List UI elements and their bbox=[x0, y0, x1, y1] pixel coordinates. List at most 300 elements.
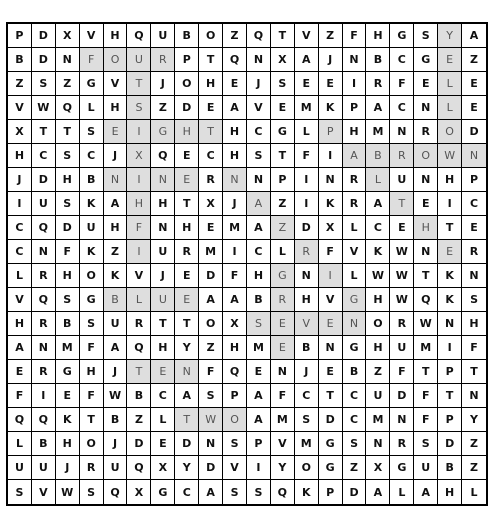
grid-cell[interactable]: O bbox=[80, 264, 104, 288]
grid-cell[interactable]: X bbox=[319, 216, 343, 240]
grid-cell[interactable]: S bbox=[56, 288, 80, 312]
grid-cell[interactable]: R bbox=[32, 312, 56, 336]
grid-cell[interactable]: S bbox=[56, 144, 80, 168]
grid-cell[interactable]: A bbox=[175, 384, 199, 408]
grid-cell[interactable]: D bbox=[295, 216, 319, 240]
grid-cell[interactable]: H bbox=[223, 144, 247, 168]
grid-cell[interactable]: Y bbox=[175, 456, 199, 480]
grid-cell[interactable]: I bbox=[223, 240, 247, 264]
grid-cell[interactable]: N bbox=[295, 264, 319, 288]
grid-cell[interactable]: U bbox=[32, 456, 56, 480]
grid-cell[interactable]: R bbox=[343, 192, 367, 216]
grid-cell[interactable]: T bbox=[151, 312, 175, 336]
grid-cell[interactable]: S bbox=[414, 24, 438, 48]
grid-cell[interactable]: M bbox=[56, 336, 80, 360]
grid-cell[interactable]: G bbox=[319, 456, 343, 480]
grid-cell[interactable]: I bbox=[127, 120, 151, 144]
grid-cell[interactable]: T bbox=[127, 72, 151, 96]
grid-cell[interactable]: P bbox=[223, 384, 247, 408]
grid-cell[interactable]: H bbox=[151, 336, 175, 360]
grid-cell[interactable]: O bbox=[438, 120, 462, 144]
grid-cell[interactable]: L bbox=[8, 432, 32, 456]
grid-cell[interactable]: J bbox=[151, 264, 175, 288]
grid-cell[interactable]: N bbox=[199, 432, 223, 456]
grid-cell[interactable]: T bbox=[175, 312, 199, 336]
grid-cell[interactable]: W bbox=[366, 264, 390, 288]
grid-cell[interactable]: M bbox=[295, 96, 319, 120]
grid-cell[interactable]: J bbox=[56, 456, 80, 480]
grid-cell[interactable]: X bbox=[271, 48, 295, 72]
grid-cell[interactable]: I bbox=[8, 192, 32, 216]
grid-cell[interactable]: L bbox=[80, 96, 104, 120]
grid-cell[interactable]: E bbox=[414, 72, 438, 96]
grid-cell[interactable]: B bbox=[80, 168, 104, 192]
grid-cell[interactable]: B bbox=[8, 48, 32, 72]
grid-cell[interactable]: C bbox=[462, 192, 486, 216]
grid-cell[interactable]: S bbox=[247, 480, 271, 504]
grid-cell[interactable]: A bbox=[247, 384, 271, 408]
grid-cell[interactable]: A bbox=[343, 144, 367, 168]
grid-cell[interactable]: F bbox=[390, 360, 414, 384]
grid-cell[interactable]: F bbox=[295, 144, 319, 168]
grid-cell[interactable]: N bbox=[343, 48, 367, 72]
grid-cell[interactable]: D bbox=[319, 408, 343, 432]
grid-cell[interactable]: C bbox=[295, 384, 319, 408]
grid-cell[interactable]: R bbox=[366, 72, 390, 96]
grid-cell[interactable]: L bbox=[295, 120, 319, 144]
grid-cell[interactable]: P bbox=[175, 48, 199, 72]
grid-cell[interactable]: N bbox=[414, 240, 438, 264]
grid-cell[interactable]: S bbox=[247, 312, 271, 336]
grid-cell[interactable]: G bbox=[80, 72, 104, 96]
grid-cell[interactable]: V bbox=[104, 72, 128, 96]
grid-cell[interactable]: H bbox=[199, 72, 223, 96]
grid-cell[interactable]: N bbox=[175, 360, 199, 384]
grid-cell[interactable]: A bbox=[247, 192, 271, 216]
grid-cell[interactable]: V bbox=[319, 288, 343, 312]
grid-cell[interactable]: V bbox=[271, 432, 295, 456]
grid-cell[interactable]: U bbox=[151, 24, 175, 48]
grid-cell[interactable]: T bbox=[199, 48, 223, 72]
grid-cell[interactable]: X bbox=[8, 120, 32, 144]
grid-cell[interactable]: L bbox=[8, 264, 32, 288]
grid-cell[interactable]: N bbox=[390, 408, 414, 432]
grid-cell[interactable]: J bbox=[223, 192, 247, 216]
grid-cell[interactable]: M bbox=[199, 240, 223, 264]
grid-cell[interactable]: V bbox=[343, 240, 367, 264]
grid-cell[interactable]: N bbox=[366, 432, 390, 456]
grid-cell[interactable]: A bbox=[199, 288, 223, 312]
grid-cell[interactable]: C bbox=[199, 144, 223, 168]
grid-cell[interactable]: C bbox=[32, 144, 56, 168]
grid-cell[interactable]: I bbox=[319, 264, 343, 288]
grid-cell[interactable]: B bbox=[104, 288, 128, 312]
grid-cell[interactable]: U bbox=[366, 384, 390, 408]
grid-cell[interactable]: F bbox=[80, 384, 104, 408]
grid-cell[interactable]: O bbox=[414, 144, 438, 168]
grid-cell[interactable]: A bbox=[223, 288, 247, 312]
grid-cell[interactable]: T bbox=[438, 216, 462, 240]
grid-cell[interactable]: G bbox=[271, 264, 295, 288]
grid-cell[interactable]: O bbox=[295, 456, 319, 480]
grid-cell[interactable]: T bbox=[127, 360, 151, 384]
grid-cell[interactable]: Y bbox=[271, 456, 295, 480]
grid-cell[interactable]: U bbox=[127, 48, 151, 72]
grid-cell[interactable]: E bbox=[175, 264, 199, 288]
grid-cell[interactable]: S bbox=[127, 96, 151, 120]
grid-cell[interactable]: N bbox=[56, 48, 80, 72]
grid-cell[interactable]: N bbox=[151, 216, 175, 240]
grid-cell[interactable]: D bbox=[175, 96, 199, 120]
grid-cell[interactable]: O bbox=[223, 408, 247, 432]
grid-cell[interactable]: Z bbox=[127, 408, 151, 432]
grid-cell[interactable]: B bbox=[175, 24, 199, 48]
grid-cell[interactable]: Y bbox=[462, 408, 486, 432]
grid-cell[interactable]: W bbox=[199, 408, 223, 432]
grid-cell[interactable]: A bbox=[366, 96, 390, 120]
grid-cell[interactable]: Q bbox=[104, 480, 128, 504]
grid-cell[interactable]: E bbox=[271, 336, 295, 360]
grid-cell[interactable]: D bbox=[390, 384, 414, 408]
grid-cell[interactable]: H bbox=[366, 336, 390, 360]
grid-cell[interactable]: E bbox=[151, 360, 175, 384]
grid-cell[interactable]: I bbox=[32, 384, 56, 408]
grid-cell[interactable]: E bbox=[319, 312, 343, 336]
grid-cell[interactable]: T bbox=[271, 24, 295, 48]
grid-cell[interactable]: H bbox=[247, 264, 271, 288]
grid-cell[interactable]: D bbox=[32, 168, 56, 192]
grid-cell[interactable]: G bbox=[271, 120, 295, 144]
grid-cell[interactable]: J bbox=[104, 432, 128, 456]
grid-cell[interactable]: S bbox=[8, 480, 32, 504]
grid-cell[interactable]: A bbox=[462, 24, 486, 48]
grid-cell[interactable]: N bbox=[319, 168, 343, 192]
grid-cell[interactable]: S bbox=[271, 72, 295, 96]
grid-cell[interactable]: M bbox=[414, 336, 438, 360]
grid-cell[interactable]: T bbox=[56, 120, 80, 144]
grid-cell[interactable]: C bbox=[366, 216, 390, 240]
grid-cell[interactable]: Z bbox=[343, 456, 367, 480]
grid-cell[interactable]: M bbox=[247, 336, 271, 360]
grid-cell[interactable]: P bbox=[319, 480, 343, 504]
grid-cell[interactable]: W bbox=[32, 96, 56, 120]
grid-cell[interactable]: D bbox=[343, 480, 367, 504]
grid-cell[interactable]: N bbox=[414, 168, 438, 192]
grid-cell[interactable]: E bbox=[199, 96, 223, 120]
grid-cell[interactable]: P bbox=[247, 432, 271, 456]
grid-cell[interactable]: Q bbox=[8, 408, 32, 432]
grid-cell[interactable]: S bbox=[414, 432, 438, 456]
grid-cell[interactable]: J bbox=[247, 72, 271, 96]
grid-cell[interactable]: K bbox=[80, 192, 104, 216]
grid-cell[interactable]: F bbox=[343, 24, 367, 48]
grid-cell[interactable]: E bbox=[319, 360, 343, 384]
grid-cell[interactable]: G bbox=[343, 336, 367, 360]
grid-cell[interactable]: D bbox=[32, 24, 56, 48]
grid-cell[interactable]: F bbox=[462, 336, 486, 360]
grid-cell[interactable]: R bbox=[390, 432, 414, 456]
grid-cell[interactable]: H bbox=[295, 288, 319, 312]
grid-cell[interactable]: X bbox=[127, 480, 151, 504]
grid-cell[interactable]: E bbox=[56, 384, 80, 408]
grid-cell[interactable]: U bbox=[104, 312, 128, 336]
grid-cell[interactable]: K bbox=[295, 480, 319, 504]
grid-cell[interactable]: M bbox=[366, 408, 390, 432]
grid-cell[interactable]: W bbox=[104, 384, 128, 408]
grid-cell[interactable]: U bbox=[390, 336, 414, 360]
grid-cell[interactable]: X bbox=[366, 456, 390, 480]
grid-cell[interactable]: H bbox=[462, 312, 486, 336]
grid-cell[interactable]: E bbox=[438, 48, 462, 72]
grid-cell[interactable]: Z bbox=[366, 360, 390, 384]
grid-cell[interactable]: Z bbox=[462, 456, 486, 480]
grid-cell[interactable]: A bbox=[366, 480, 390, 504]
grid-cell[interactable]: R bbox=[32, 264, 56, 288]
grid-cell[interactable]: A bbox=[295, 48, 319, 72]
grid-cell[interactable]: X bbox=[199, 192, 223, 216]
grid-cell[interactable]: L bbox=[127, 288, 151, 312]
grid-cell[interactable]: P bbox=[462, 168, 486, 192]
grid-cell[interactable]: H bbox=[438, 480, 462, 504]
grid-cell[interactable]: L bbox=[271, 240, 295, 264]
grid-cell[interactable]: L bbox=[343, 216, 367, 240]
grid-cell[interactable]: X bbox=[223, 312, 247, 336]
grid-cell[interactable]: A bbox=[199, 480, 223, 504]
grid-cell[interactable]: H bbox=[223, 336, 247, 360]
grid-cell[interactable]: Q bbox=[414, 288, 438, 312]
grid-cell[interactable]: F bbox=[414, 384, 438, 408]
grid-cell[interactable]: K bbox=[319, 192, 343, 216]
grid-cell[interactable]: Z bbox=[8, 72, 32, 96]
grid-cell[interactable]: N bbox=[271, 360, 295, 384]
grid-cell[interactable]: X bbox=[127, 144, 151, 168]
grid-cell[interactable]: S bbox=[247, 144, 271, 168]
grid-cell[interactable]: H bbox=[366, 24, 390, 48]
grid-cell[interactable]: T bbox=[80, 408, 104, 432]
grid-cell[interactable]: V bbox=[80, 24, 104, 48]
grid-cell[interactable]: G bbox=[319, 432, 343, 456]
grid-cell[interactable]: U bbox=[8, 456, 32, 480]
grid-cell[interactable]: T bbox=[438, 384, 462, 408]
grid-cell[interactable]: T bbox=[199, 120, 223, 144]
grid-cell[interactable]: H bbox=[366, 288, 390, 312]
grid-cell[interactable]: L bbox=[366, 168, 390, 192]
grid-cell[interactable]: C bbox=[343, 408, 367, 432]
grid-cell[interactable]: P bbox=[271, 168, 295, 192]
grid-cell[interactable]: N bbox=[390, 120, 414, 144]
grid-cell[interactable]: M bbox=[271, 408, 295, 432]
grid-cell[interactable]: N bbox=[319, 336, 343, 360]
grid-cell[interactable]: J bbox=[295, 360, 319, 384]
grid-cell[interactable]: R bbox=[390, 312, 414, 336]
grid-cell[interactable]: A bbox=[247, 216, 271, 240]
grid-cell[interactable]: Q bbox=[223, 360, 247, 384]
grid-cell[interactable]: K bbox=[438, 264, 462, 288]
grid-cell[interactable]: R bbox=[271, 288, 295, 312]
grid-cell[interactable]: F bbox=[127, 216, 151, 240]
grid-cell[interactable]: R bbox=[390, 144, 414, 168]
grid-cell[interactable]: J bbox=[319, 48, 343, 72]
grid-cell[interactable]: I bbox=[343, 72, 367, 96]
grid-cell[interactable]: H bbox=[127, 192, 151, 216]
grid-cell[interactable]: D bbox=[199, 456, 223, 480]
grid-cell[interactable]: R bbox=[199, 168, 223, 192]
grid-cell[interactable]: D bbox=[438, 432, 462, 456]
grid-cell[interactable]: D bbox=[462, 120, 486, 144]
grid-cell[interactable]: D bbox=[175, 432, 199, 456]
grid-cell[interactable]: G bbox=[151, 120, 175, 144]
grid-cell[interactable]: I bbox=[295, 168, 319, 192]
grid-cell[interactable]: Z bbox=[462, 432, 486, 456]
grid-cell[interactable]: H bbox=[175, 216, 199, 240]
grid-cell[interactable]: S bbox=[32, 72, 56, 96]
grid-cell[interactable]: D bbox=[199, 264, 223, 288]
grid-cell[interactable]: T bbox=[319, 384, 343, 408]
grid-cell[interactable]: H bbox=[175, 120, 199, 144]
grid-cell[interactable]: C bbox=[8, 240, 32, 264]
grid-cell[interactable]: S bbox=[80, 480, 104, 504]
grid-cell[interactable]: Q bbox=[271, 480, 295, 504]
grid-cell[interactable]: E bbox=[271, 96, 295, 120]
grid-cell[interactable]: K bbox=[56, 408, 80, 432]
grid-cell[interactable]: U bbox=[151, 288, 175, 312]
grid-cell[interactable]: H bbox=[56, 432, 80, 456]
grid-cell[interactable]: V bbox=[295, 312, 319, 336]
grid-cell[interactable]: J bbox=[104, 144, 128, 168]
grid-cell[interactable]: L bbox=[343, 264, 367, 288]
grid-cell[interactable]: B bbox=[295, 336, 319, 360]
grid-cell[interactable]: O bbox=[199, 24, 223, 48]
grid-cell[interactable]: N bbox=[104, 168, 128, 192]
grid-cell[interactable]: E bbox=[199, 216, 223, 240]
grid-cell[interactable]: F bbox=[414, 408, 438, 432]
grid-cell[interactable]: C bbox=[390, 48, 414, 72]
grid-cell[interactable]: E bbox=[462, 216, 486, 240]
grid-cell[interactable]: U bbox=[414, 456, 438, 480]
grid-cell[interactable]: N bbox=[462, 144, 486, 168]
grid-cell[interactable]: N bbox=[32, 336, 56, 360]
grid-cell[interactable]: Z bbox=[223, 24, 247, 48]
grid-cell[interactable]: E bbox=[295, 72, 319, 96]
grid-cell[interactable]: Q bbox=[32, 216, 56, 240]
grid-cell[interactable]: P bbox=[8, 24, 32, 48]
grid-cell[interactable]: K bbox=[80, 240, 104, 264]
grid-cell[interactable]: C bbox=[8, 216, 32, 240]
grid-cell[interactable]: L bbox=[438, 72, 462, 96]
grid-cell[interactable]: U bbox=[390, 168, 414, 192]
grid-cell[interactable]: I bbox=[295, 192, 319, 216]
grid-cell[interactable]: E bbox=[175, 144, 199, 168]
grid-cell[interactable]: F bbox=[56, 240, 80, 264]
grid-cell[interactable]: H bbox=[80, 360, 104, 384]
grid-cell[interactable]: W bbox=[390, 240, 414, 264]
grid-cell[interactable]: E bbox=[462, 72, 486, 96]
grid-cell[interactable]: T bbox=[414, 264, 438, 288]
grid-cell[interactable]: Z bbox=[151, 96, 175, 120]
grid-cell[interactable]: K bbox=[366, 240, 390, 264]
grid-cell[interactable]: U bbox=[32, 192, 56, 216]
grid-cell[interactable]: Z bbox=[319, 24, 343, 48]
grid-cell[interactable]: C bbox=[151, 384, 175, 408]
grid-cell[interactable]: A bbox=[104, 336, 128, 360]
grid-cell[interactable]: C bbox=[390, 96, 414, 120]
grid-cell[interactable]: W bbox=[438, 144, 462, 168]
grid-cell[interactable]: C bbox=[247, 120, 271, 144]
grid-cell[interactable]: O bbox=[366, 312, 390, 336]
grid-cell[interactable]: A bbox=[104, 192, 128, 216]
grid-cell[interactable]: E bbox=[8, 360, 32, 384]
grid-cell[interactable]: M bbox=[366, 120, 390, 144]
grid-cell[interactable]: N bbox=[223, 168, 247, 192]
grid-cell[interactable]: I bbox=[247, 456, 271, 480]
grid-cell[interactable]: U bbox=[80, 216, 104, 240]
grid-cell[interactable]: N bbox=[343, 312, 367, 336]
grid-cell[interactable]: F bbox=[8, 384, 32, 408]
grid-cell[interactable]: T bbox=[390, 192, 414, 216]
grid-cell[interactable]: Q bbox=[127, 336, 151, 360]
grid-cell[interactable]: K bbox=[104, 264, 128, 288]
grid-cell[interactable]: B bbox=[56, 312, 80, 336]
grid-cell[interactable]: R bbox=[80, 456, 104, 480]
grid-cell[interactable]: S bbox=[56, 192, 80, 216]
grid-cell[interactable]: G bbox=[390, 24, 414, 48]
grid-cell[interactable]: H bbox=[223, 120, 247, 144]
grid-cell[interactable]: Z bbox=[462, 48, 486, 72]
grid-cell[interactable]: E bbox=[151, 432, 175, 456]
grid-cell[interactable]: O bbox=[175, 72, 199, 96]
grid-cell[interactable]: S bbox=[343, 432, 367, 456]
grid-cell[interactable]: R bbox=[127, 312, 151, 336]
grid-cell[interactable]: Q bbox=[32, 408, 56, 432]
grid-cell[interactable]: H bbox=[8, 144, 32, 168]
grid-cell[interactable]: S bbox=[462, 288, 486, 312]
grid-cell[interactable]: W bbox=[56, 480, 80, 504]
grid-cell[interactable]: I bbox=[438, 192, 462, 216]
grid-cell[interactable]: H bbox=[56, 264, 80, 288]
grid-cell[interactable]: B bbox=[366, 48, 390, 72]
grid-cell[interactable]: O bbox=[104, 48, 128, 72]
grid-cell[interactable]: H bbox=[343, 120, 367, 144]
grid-cell[interactable]: N bbox=[32, 240, 56, 264]
grid-cell[interactable]: Q bbox=[127, 456, 151, 480]
grid-cell[interactable]: H bbox=[438, 168, 462, 192]
grid-cell[interactable]: V bbox=[127, 264, 151, 288]
grid-cell[interactable]: F bbox=[390, 72, 414, 96]
grid-cell[interactable]: C bbox=[80, 144, 104, 168]
grid-cell[interactable]: H bbox=[414, 216, 438, 240]
grid-cell[interactable]: T bbox=[414, 360, 438, 384]
grid-cell[interactable]: V bbox=[8, 288, 32, 312]
grid-cell[interactable]: Z bbox=[271, 192, 295, 216]
grid-cell[interactable]: N bbox=[462, 384, 486, 408]
grid-cell[interactable]: A bbox=[247, 408, 271, 432]
grid-cell[interactable]: A bbox=[414, 480, 438, 504]
grid-cell[interactable]: Y bbox=[175, 336, 199, 360]
grid-cell[interactable]: Y bbox=[438, 24, 462, 48]
grid-cell[interactable]: G bbox=[390, 456, 414, 480]
grid-cell[interactable]: O bbox=[80, 432, 104, 456]
grid-cell[interactable]: B bbox=[127, 384, 151, 408]
grid-cell[interactable]: W bbox=[390, 288, 414, 312]
grid-cell[interactable]: E bbox=[175, 288, 199, 312]
grid-cell[interactable]: E bbox=[175, 168, 199, 192]
grid-cell[interactable]: L bbox=[151, 408, 175, 432]
grid-cell[interactable]: C bbox=[247, 240, 271, 264]
grid-cell[interactable]: T bbox=[32, 120, 56, 144]
grid-cell[interactable]: F bbox=[223, 264, 247, 288]
grid-cell[interactable]: Z bbox=[104, 240, 128, 264]
grid-cell[interactable]: D bbox=[56, 216, 80, 240]
